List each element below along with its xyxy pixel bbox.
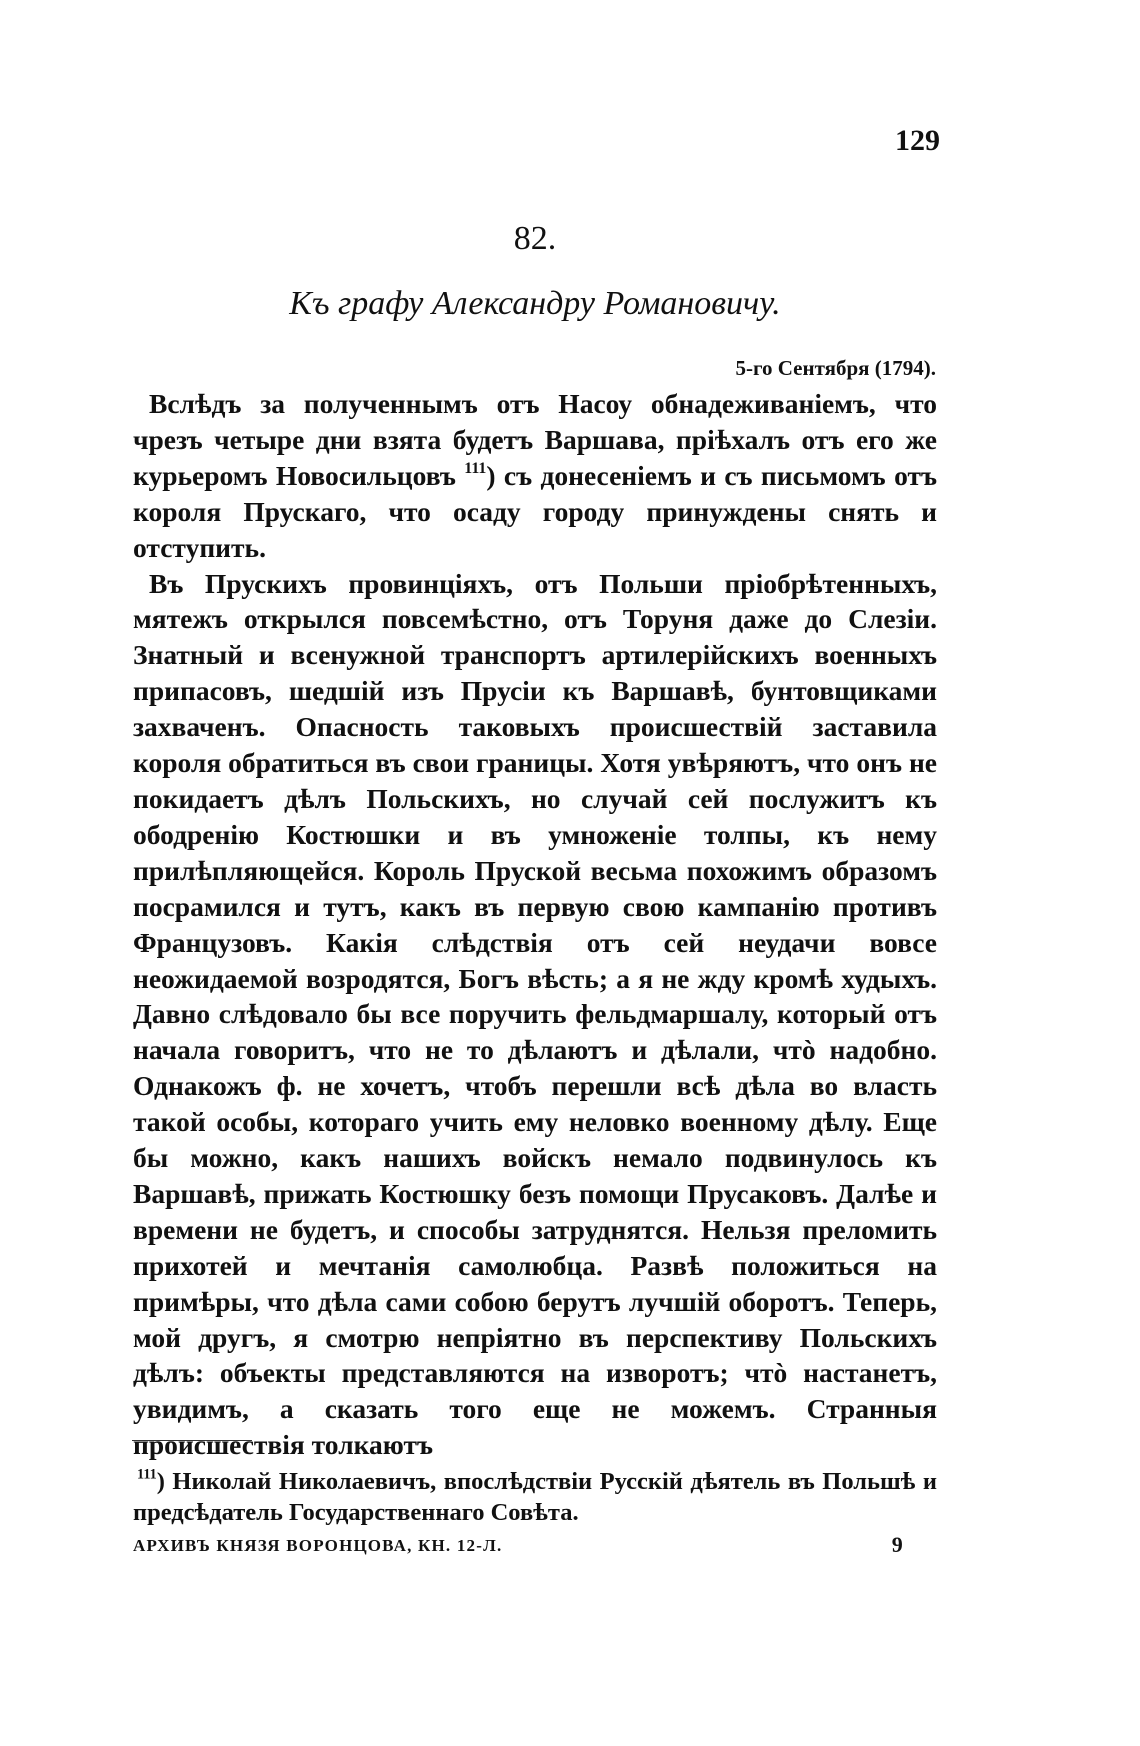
paragraph-1-text-b: ) съ донесеніемъ и съ письмомъ отъ короля Прускаго, что осаду городу принуждены снять и отступить. <box>133 459 937 563</box>
footnote-text: ) Николай Николаевичъ, впослѣдствіи Русскій дѣятель въ Польшѣ и предсѣдатель Государственнаго Совѣта. <box>133 1468 937 1526</box>
page-number: 129 <box>895 124 940 157</box>
footnote <box>133 1466 937 1528</box>
letter-body <box>133 386 937 1463</box>
footnote-reference: 111 <box>464 459 487 477</box>
paragraph-2: Въ Прускихъ провинціяхъ, отъ Польши пріобрѣтенныхъ, мятежъ открылся повсемѣстно, отъ Торуня даже до Слезіи. Знатный и всенужной транспортъ артилерійскихъ военныхъ припасовъ, шедшій изъ Прусіи къ Варшавѣ, бунтовщиками захваченъ. Опасность таковыхъ происшествій заставила короля обратиться въ свои границы. Хотя увѣряютъ, что онъ не покидаетъ дѣлъ Польскихъ, но случай сей послужитъ къ ободренію Костюшки и въ умноженіе толпы, къ нему прилѣпляющейся. Король Пруской весьма похожимъ образомъ посрамился и тутъ, какъ въ первую свою кампанію противъ Французовъ. Какія слѣдствія отъ сей неудачи вовсе неожидаемой возродятся, Богъ вѣсть; а я не жду кромѣ худыхъ. Давно слѣдовало бы все поручить фельдмаршалу, который отъ начала говоритъ, что не то дѣлаютъ и дѣлали, чтò надобно. Однакожъ ф. не хочетъ, чтобъ перешли всѣ дѣла во власть такой особы, котораго учить ему неловко военному дѣлу. Еще бы можно, какъ нашихъ войскъ немало подвинулось къ Варшавѣ, прижать Костюшку безъ помощи Прусаковъ. Далѣе и времени не будетъ, и способы затруднятся. Нельзя преломить прихотей и мечтанія самолюбца. Развѣ положиться на примѣры, что дѣла сами собою берутъ лучшій оборотъ. Теперь, мой другъ, я смотрю непріятно въ перспективу Польскихъ дѣлъ: объекты представляются на изворотъ; чтò настанетъ, увидимъ, а сказать того еще не можемъ. Странныя происшествія толкаютъ <box>133 567 937 1461</box>
signature-sheet-number: 9 <box>891 1532 904 1557</box>
printer-signature-line <box>133 1532 937 1558</box>
signature-title: АРХИВЪ КНЯЗЯ ВОРОНЦОВА, КН. 12-Л. <box>133 1536 503 1555</box>
footnote-marker: 111 <box>137 1466 157 1483</box>
letter-date: 5-го Сентября (1794). <box>735 356 936 380</box>
paragraph-1-text-a: Вслѣдъ за полученнымъ отъ Насоу обнадеживаніемъ, что чрезъ четыре дни взята будетъ Варшава, пріѣхалъ отъ его же курьеромъ Новосильцовъ <box>133 388 937 491</box>
letter-addressee: Къ графу Александру Романовичу. <box>289 285 781 322</box>
letter-number: 82. <box>513 220 557 257</box>
footnote-divider <box>132 1440 252 1441</box>
paragraph-1 <box>133 386 937 566</box>
